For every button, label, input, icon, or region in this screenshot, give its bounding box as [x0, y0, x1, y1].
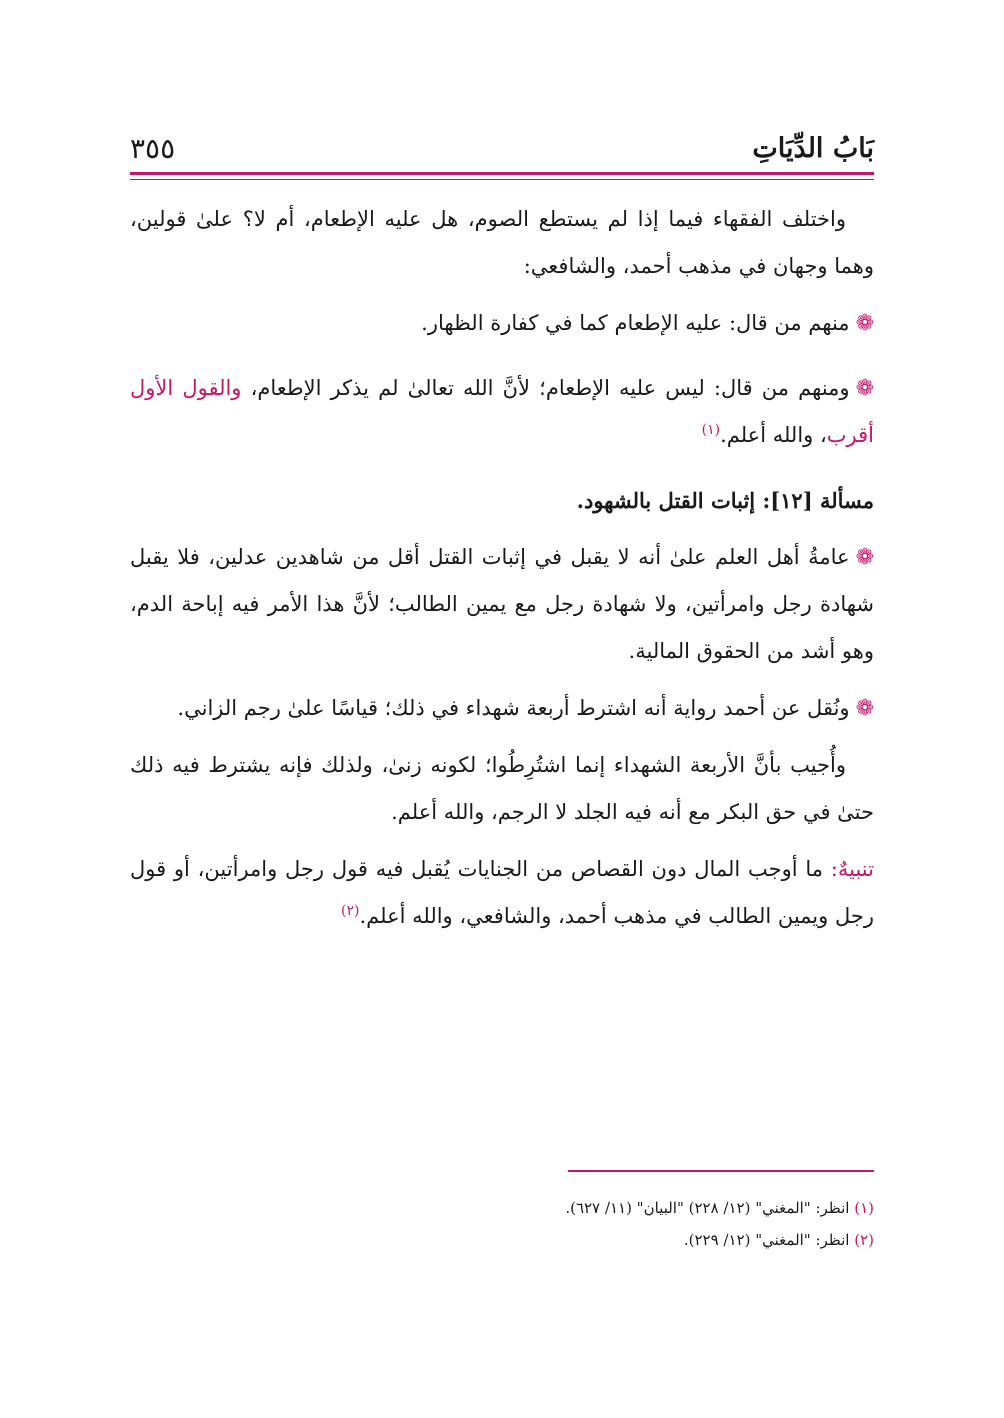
- page-header: [130, 128, 874, 168]
- chapter-title: بَابُ الدِّيَاتِ: [752, 132, 874, 164]
- page-number: ٣٥٥: [130, 131, 176, 165]
- paragraph-5: [130, 685, 874, 732]
- header-rule-thick: [130, 172, 874, 175]
- paragraph-4: [130, 534, 874, 675]
- paragraph-3-text: ومنهم من قال: ليس عليه الإطعام؛ لأنَّ الله تعالىٰ لم يذكر الإطعام،: [241, 376, 850, 400]
- page-body: [130, 196, 874, 940]
- paragraph-6: وأُجيب بأنَّ الأربعة الشهداء إنما اشتُرِطُوا؛ لكونه زنىٰ، ولذلك فإنه يشترط فيه ذلك حتىٰ في حق البكر مع أنه فيه الجلد لا الرجم، والله أعلم.: [130, 753, 874, 824]
- footnote-ref-1[interactable]: (١): [701, 422, 721, 438]
- paragraph-7: [130, 846, 874, 940]
- paragraph-7-text: ما أوجب المال دون القصاص من الجنايات يُقبل فيه قول رجل وامرأتين، أو قول رجل ويمين الطالب في مذهب أحمد، والشافعي، والله أعلم.: [130, 857, 874, 928]
- flower-ornament-icon: ❁: [855, 376, 874, 401]
- footnote-text: انظر: "المغني" (١٢/ ٢٢٨) "البيان" (١١/ ٦٢٧).: [565, 1199, 855, 1217]
- issue-title: إثبات القتل بالشهود.: [576, 488, 763, 513]
- footnotes: [130, 1192, 874, 1256]
- footnote-number: (٢): [854, 1231, 874, 1249]
- preferred-opinion-highlight: والقول الأول أقرب: [130, 376, 874, 447]
- paragraph-4-text: عامةُ أهل العلم علىٰ أنه لا يقبل في إثبات القتل أقل من شاهدين عدلين، فلا يقبل شهادة رجل وامرأتين، ولا شهادة رجل مع يمين الطالب؛ لأنَّ هذا الأمر فيه إباحة الدم، وهو أشد من الحقوق المالية.: [130, 545, 874, 663]
- paragraph-1: واختلف الفقهاء فيما إذا لم يستطع الصوم، هل عليه الإطعام، أم لا؟ علىٰ قولين، وهما وجهان في مذهب أحمد، والشافعي:: [130, 207, 874, 278]
- paragraph-2: [130, 300, 874, 347]
- footnote-text: انظر: "المغني" (١٢/ ٢٢٩).: [683, 1231, 855, 1249]
- paragraph-2-text: منهم من قال: عليه الإطعام كما في كفارة الظهار.: [421, 311, 850, 335]
- note-label: تنبيهٌ:: [830, 857, 874, 881]
- footnote-number: (١): [854, 1199, 874, 1217]
- footnote-ref-2[interactable]: (٢): [341, 903, 360, 919]
- flower-ornament-icon: ❁: [855, 696, 874, 721]
- footnote-1: [130, 1192, 874, 1224]
- paragraph-3-tail: ، والله أعلم.: [720, 423, 827, 447]
- header-rule-thin: [130, 179, 874, 180]
- paragraph-3: [130, 365, 874, 459]
- paragraph-5-text: ونُقل عن أحمد رواية أنه اشترط أربعة شهداء في ذلك؛ قياسًا علىٰ رجم الزاني.: [177, 696, 850, 720]
- flower-ornament-icon: ❁: [855, 311, 874, 336]
- issue-heading: [130, 477, 874, 524]
- flower-ornament-icon: ❁: [855, 545, 874, 570]
- footnote-2: [130, 1224, 874, 1256]
- issue-label: مسألة [١٢]:: [762, 488, 874, 513]
- footnote-separator: [568, 1170, 874, 1172]
